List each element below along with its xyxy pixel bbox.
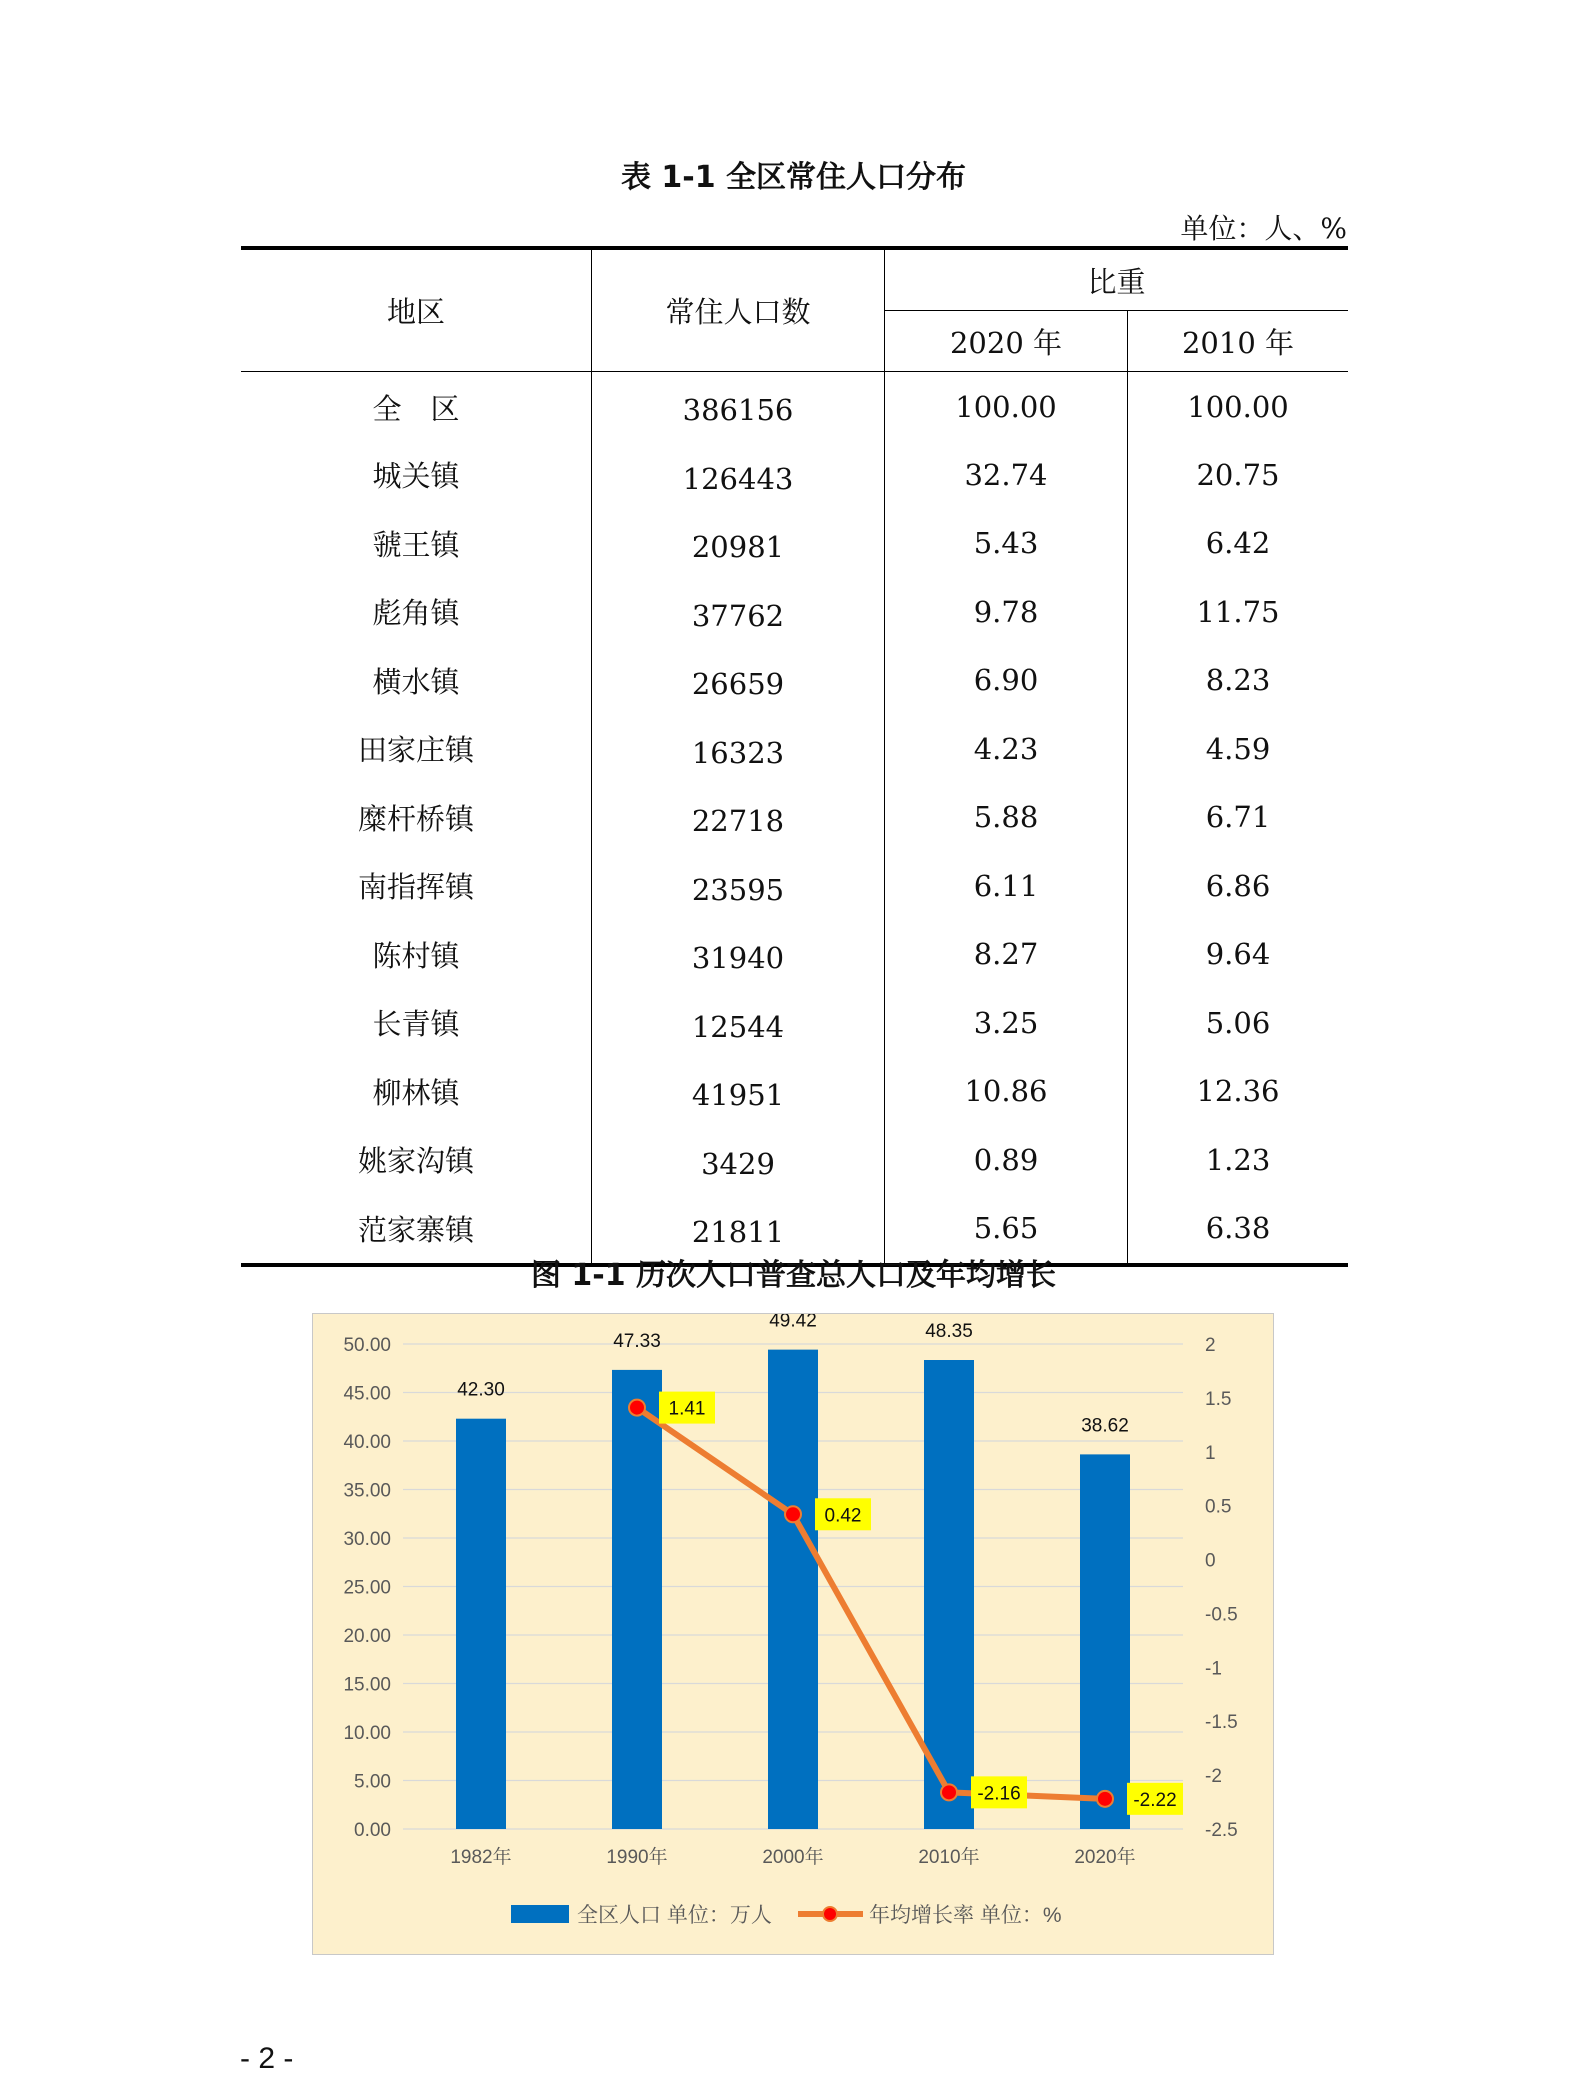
y-left-tick-label: 5.00	[354, 1771, 391, 1793]
x-tick-label: 2020年	[1074, 1847, 1136, 1868]
y-right-tick-label: -1	[1205, 1658, 1222, 1680]
bar-data-label: 47.33	[613, 1330, 661, 1352]
line-marker	[941, 1784, 957, 1800]
y-right-tick-label: -0.5	[1205, 1604, 1238, 1626]
bar	[768, 1350, 818, 1829]
cell-population: 21811	[592, 1194, 885, 1265]
cell-share-2010: 4.59	[1205, 731, 1271, 766]
table-row	[241, 1057, 1348, 1126]
cell-share-2020: 100.00	[885, 372, 1128, 441]
legend-bar-swatch	[511, 1905, 569, 1923]
cell-population: 22718	[592, 783, 885, 852]
cell-share-2010: 5.06	[1205, 1005, 1271, 1040]
cell-share-2010: 11.75	[1196, 594, 1280, 629]
table-row	[241, 1126, 1348, 1195]
cell-population: 31940	[592, 920, 885, 989]
y-left-tick-label: 40.00	[343, 1432, 391, 1453]
cell-share-2010: 1.23	[1205, 1142, 1271, 1177]
cell-share-2020: 0.89	[885, 1126, 1128, 1195]
y-right-tick-label: 0.5	[1205, 1496, 1232, 1518]
cell-region: 田家庄镇	[241, 715, 592, 784]
cell-population: 23595	[592, 852, 885, 921]
bar	[456, 1419, 506, 1829]
line-data-label: -2.22	[1133, 1789, 1177, 1811]
y-right-tick-label: -2.5	[1205, 1820, 1238, 1841]
y-right-tick-label: 1.5	[1205, 1388, 1232, 1410]
cell-population: 386156	[592, 372, 885, 441]
y-right-tick-label: -1.5	[1205, 1712, 1238, 1734]
combo-chart	[313, 1314, 1273, 1954]
cell-region: 糜杆桥镇	[241, 783, 592, 852]
cell-region: 范家寨镇	[241, 1194, 592, 1265]
header-share: 比重	[885, 248, 1349, 311]
figure-title: 图 1-1 历次人口普查总人口及年均增长	[530, 1258, 1057, 1293]
table-title: 表 1-1 全区常住人口分布	[620, 160, 967, 195]
line-data-label: 0.42	[824, 1505, 862, 1527]
cell-population: 41951	[592, 1057, 885, 1126]
cell-share-2020: 5.43	[885, 509, 1128, 578]
line-marker	[1097, 1791, 1113, 1807]
bar	[1080, 1454, 1130, 1829]
line-data-label: 1.41	[668, 1398, 706, 1420]
cell-share-2020: 8.27	[885, 920, 1128, 989]
table-row	[241, 509, 1348, 578]
population-table	[241, 246, 1348, 1267]
y-right-tick-label: 1	[1205, 1442, 1216, 1464]
cell-population: 3429	[592, 1126, 885, 1195]
bar-data-label: 49.42	[769, 1314, 817, 1332]
cell-region: 虢王镇	[241, 509, 592, 578]
table-body	[241, 372, 1348, 1265]
table-unit: 单位：人、%	[1180, 212, 1347, 245]
cell-population: 126443	[592, 441, 885, 510]
cell-population: 12544	[592, 989, 885, 1058]
growth-line	[637, 1408, 1105, 1799]
y-left-tick-label: 15.00	[343, 1674, 391, 1696]
cell-region: 城关镇	[241, 441, 592, 510]
y-left-tick-label: 50.00	[343, 1335, 391, 1356]
cell-population: 16323	[592, 715, 885, 784]
y-right-tick-label: -2	[1205, 1766, 1222, 1788]
line-marker	[629, 1400, 645, 1416]
table-row	[241, 372, 1348, 441]
cell-share-2020: 4.23	[885, 715, 1128, 784]
cell-region: 横水镇	[241, 646, 592, 715]
x-tick-label: 1982年	[450, 1847, 512, 1868]
header-region: 地区	[241, 248, 592, 372]
cell-share-2010: 6.38	[1128, 1194, 1349, 1265]
table-row	[241, 715, 1348, 784]
y-left-tick-label: 35.00	[343, 1480, 391, 1502]
y-left-tick-label: 10.00	[343, 1723, 391, 1744]
table-row	[241, 852, 1348, 921]
table-row	[241, 441, 1348, 510]
cell-region: 姚家沟镇	[241, 1126, 592, 1195]
bar	[612, 1370, 662, 1829]
y-left-tick-label: 20.00	[343, 1626, 391, 1647]
cell-region: 陈村镇	[241, 920, 592, 989]
header-2010: 2010 年	[1128, 311, 1349, 372]
x-tick-label: 2000年	[762, 1847, 824, 1868]
table-row	[241, 578, 1348, 647]
bar-data-label: 38.62	[1081, 1415, 1129, 1437]
table-row	[241, 920, 1348, 989]
table-row	[241, 783, 1348, 852]
cell-share-2010: 12.36	[1196, 1074, 1280, 1109]
cell-share-2010: 6.42	[1205, 526, 1271, 561]
cell-share-2020: 3.25	[885, 989, 1128, 1058]
y-left-tick-label: 25.00	[343, 1577, 391, 1599]
line-marker	[785, 1506, 801, 1522]
cell-share-2020: 5.65	[885, 1194, 1128, 1265]
x-tick-label: 2010年	[918, 1847, 980, 1868]
cell-region: 长青镇	[241, 989, 592, 1058]
y-left-tick-label: 30.00	[343, 1529, 391, 1550]
cell-share-2010: 8.23	[1205, 663, 1271, 698]
header-population: 常住人口数	[592, 248, 885, 372]
cell-population: 37762	[592, 578, 885, 647]
cell-share-2010: 6.71	[1205, 800, 1271, 835]
table-row	[241, 989, 1348, 1058]
cell-share-2010: 6.86	[1205, 868, 1271, 903]
cell-share-2020: 32.74	[885, 441, 1128, 510]
y-right-tick-label: 2	[1205, 1335, 1216, 1356]
table-row	[241, 646, 1348, 715]
legend-line-label: 年均增长率 单位：%	[869, 1904, 1062, 1927]
cell-share-2020: 10.86	[885, 1057, 1128, 1126]
cell-population: 20981	[592, 509, 885, 578]
cell-share-2010: 9.64	[1205, 937, 1271, 972]
y-right-tick-label: 0	[1205, 1550, 1216, 1572]
y-left-tick-label: 0.00	[354, 1820, 391, 1841]
header-2020: 2020 年	[885, 311, 1128, 372]
cell-share-2010: 100.00	[1187, 390, 1289, 425]
cell-region: 南指挥镇	[241, 852, 592, 921]
cell-region: 彪角镇	[241, 578, 592, 647]
cell-share-2020: 5.88	[885, 783, 1128, 852]
cell-region: 柳林镇	[241, 1057, 592, 1126]
line-data-label: -2.16	[977, 1783, 1021, 1805]
page-number: - 2 -	[240, 2042, 294, 2075]
x-tick-label: 1990年	[606, 1847, 668, 1868]
chart-area	[312, 1313, 1274, 1955]
cell-share-2010: 20.75	[1196, 457, 1280, 492]
bar-data-label: 48.35	[925, 1321, 973, 1343]
bar-data-label: 42.30	[457, 1379, 505, 1401]
cell-share-2020: 6.90	[885, 646, 1128, 715]
cell-share-2020: 9.78	[885, 578, 1128, 647]
legend-line-marker	[823, 1907, 837, 1921]
cell-share-2020: 6.11	[885, 852, 1128, 921]
cell-region: 全 区	[241, 372, 592, 441]
y-left-tick-label: 45.00	[343, 1383, 391, 1405]
cell-population: 26659	[592, 646, 885, 715]
legend-bar-label: 全区人口 单位：万人	[577, 1904, 772, 1927]
